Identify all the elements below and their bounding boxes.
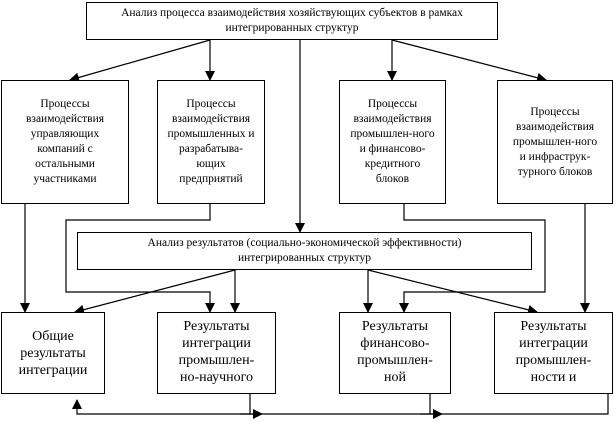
arrow-analysis-to-result-4 — [368, 270, 537, 312]
process-3-line: промышлен-ного — [350, 128, 435, 140]
process-4-line: взаимодействия — [515, 120, 595, 133]
result-2-line: Результаты — [183, 319, 250, 334]
result-4-line: интеграции — [519, 336, 588, 351]
result-1-line: Общие — [32, 328, 74, 344]
top-line-1: Анализ процесса взаимодействия хозяйствующих субъектов в рамках — [121, 7, 463, 19]
analysis-line-1: Анализ результатов (социально-экономической эффективности) — [147, 237, 462, 249]
result-4-line: Результаты — [520, 319, 587, 334]
result-3-line: ной — [384, 370, 406, 385]
feedback-line — [77, 394, 608, 414]
integration-analysis-box — [86, 2, 498, 40]
process-box-industrial-infrastructure — [497, 80, 613, 204]
result-2-line: но-научного — [179, 370, 254, 385]
process-1-line: компаний с — [37, 143, 93, 155]
process-3-line: Процессы — [367, 98, 418, 110]
results-analysis-box — [77, 232, 532, 270]
process-3-line: и финансово- — [359, 143, 426, 155]
result-1-line: результаты — [20, 345, 86, 361]
process-1-line: остальными — [35, 158, 95, 170]
result-1-line: интеграции — [18, 362, 88, 378]
process-4-line: промышлен-ного — [512, 135, 598, 148]
process-2-line: ющих — [196, 158, 226, 170]
process-box-industrial-development — [157, 80, 265, 204]
process-box-management — [1, 80, 129, 204]
process-4-line: турного блоков — [517, 165, 593, 178]
arrow-top-to-process-1 — [70, 40, 210, 80]
process-1-line: управляющих — [30, 128, 100, 140]
result-box-general — [1, 312, 105, 394]
process-3-line: кредитного — [364, 158, 421, 170]
result-box-industry-infrastructure — [494, 312, 613, 394]
result-2-line: интеграции — [182, 336, 251, 351]
process-2-line: Процессы — [186, 98, 236, 110]
result-box-financial-industrial — [339, 312, 451, 394]
process-2-line: разрабатыва- — [179, 143, 243, 155]
process-box-industrial-financial — [339, 80, 446, 204]
result-3-line: Результаты — [361, 319, 429, 334]
process-1-line: участниками — [33, 173, 97, 185]
result-4-line: промышлен- — [515, 353, 592, 368]
result-4-line: ности и — [530, 370, 577, 385]
process-2-line: взаимодействия — [171, 113, 251, 125]
result-3-line: промышлен- — [357, 353, 433, 368]
process-1-line: взаимодействия — [25, 113, 105, 125]
process-2-line: предприятий — [179, 173, 243, 185]
process-4-line: Процессы — [530, 105, 580, 118]
process-2-line: промышленных и — [167, 128, 255, 140]
analysis-line-2: интегрированных структур — [237, 252, 372, 264]
result-box-industrial-scientific — [157, 312, 276, 394]
result-2-line: промышлен- — [178, 353, 255, 368]
process-3-line: взаимодействия — [353, 113, 432, 125]
arrow-top-to-process-4 — [392, 40, 546, 80]
process-4-line: и инфраструк- — [519, 150, 591, 163]
arrow-analysis-to-result-1 — [75, 270, 235, 312]
process-1-line: Процессы — [40, 98, 90, 110]
process-3-line: блоков — [375, 173, 410, 185]
top-line-2: интегрированных структур — [225, 22, 359, 34]
result-3-line: финансово- — [360, 336, 430, 351]
